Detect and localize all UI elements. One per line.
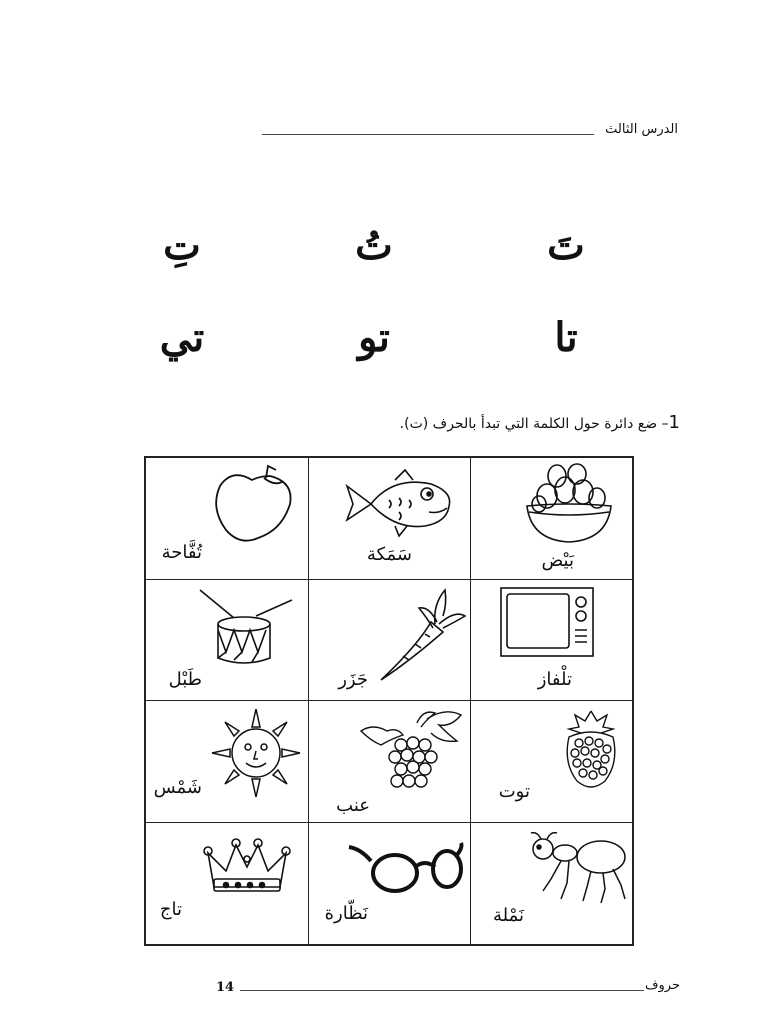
letter-fatha: تَ	[547, 222, 585, 269]
grid-word: نَظّارة	[324, 903, 368, 924]
sun-icon	[208, 705, 304, 801]
grid-cell-ant[interactable]	[470, 823, 632, 945]
apple-icon	[212, 464, 296, 546]
grid-cell-crown[interactable]	[146, 823, 308, 945]
letter-long-u: تو	[358, 314, 390, 361]
lesson-header	[262, 122, 680, 142]
grid-cell-drum[interactable]	[146, 580, 308, 702]
grid-word: تُفَّاحة	[161, 541, 202, 563]
letter-kasra: تِ	[163, 222, 201, 269]
drum-icon	[194, 586, 298, 670]
page-footer	[216, 978, 680, 998]
grid-word: نَمْلة	[492, 905, 524, 926]
grid-cell-sun[interactable]	[146, 701, 308, 823]
exercise-text: – ضع دائرة حول الكلمة التي تبدأ بالحرف (ت).	[399, 416, 669, 432]
eggs-basket-icon	[521, 462, 617, 546]
letter-long-a: تا	[554, 314, 578, 361]
page-number: 14	[216, 980, 235, 995]
berry-icon	[561, 707, 621, 791]
television-icon	[499, 586, 595, 658]
header-rule	[262, 134, 594, 135]
fish-icon	[343, 468, 455, 538]
grapes-icon	[357, 705, 467, 793]
exercise-number: 1	[668, 412, 680, 433]
grid-cell-apple[interactable]	[146, 458, 308, 580]
ant-icon	[521, 829, 627, 905]
grid-word: تلْفاز	[537, 669, 572, 690]
grid-word: بَيْض	[541, 549, 574, 571]
letter-long-i: تي	[159, 314, 205, 361]
grid-word: شَمْس	[153, 776, 202, 798]
grid-word: توت	[498, 780, 530, 802]
book-title: حروف	[645, 978, 680, 993]
letter-damma: تُ	[355, 222, 393, 269]
glasses-icon	[345, 839, 465, 899]
footer-rule	[240, 990, 644, 991]
exercise-instruction	[400, 412, 680, 433]
grid-cell-berry[interactable]	[470, 701, 632, 823]
grid-word: تاج	[159, 899, 182, 920]
grid-cell-tv[interactable]	[470, 580, 632, 702]
carrot-icon	[373, 586, 467, 682]
grid-cell-carrot[interactable]	[308, 580, 470, 702]
grid-word: سَمَكة	[366, 543, 412, 565]
grid-cell-grapes[interactable]	[308, 701, 470, 823]
picture-grid	[144, 456, 634, 946]
crown-icon	[202, 837, 292, 895]
grid-word: عنب	[336, 794, 370, 816]
grid-word: طَبْل	[168, 669, 202, 690]
grid-cell-eggs[interactable]	[470, 458, 632, 580]
grid-word: جَزَر	[338, 669, 368, 690]
grid-cell-fish[interactable]	[308, 458, 470, 580]
grid-cell-glasses[interactable]	[308, 823, 470, 945]
lesson-title: الدرس الثالث	[605, 122, 678, 137]
